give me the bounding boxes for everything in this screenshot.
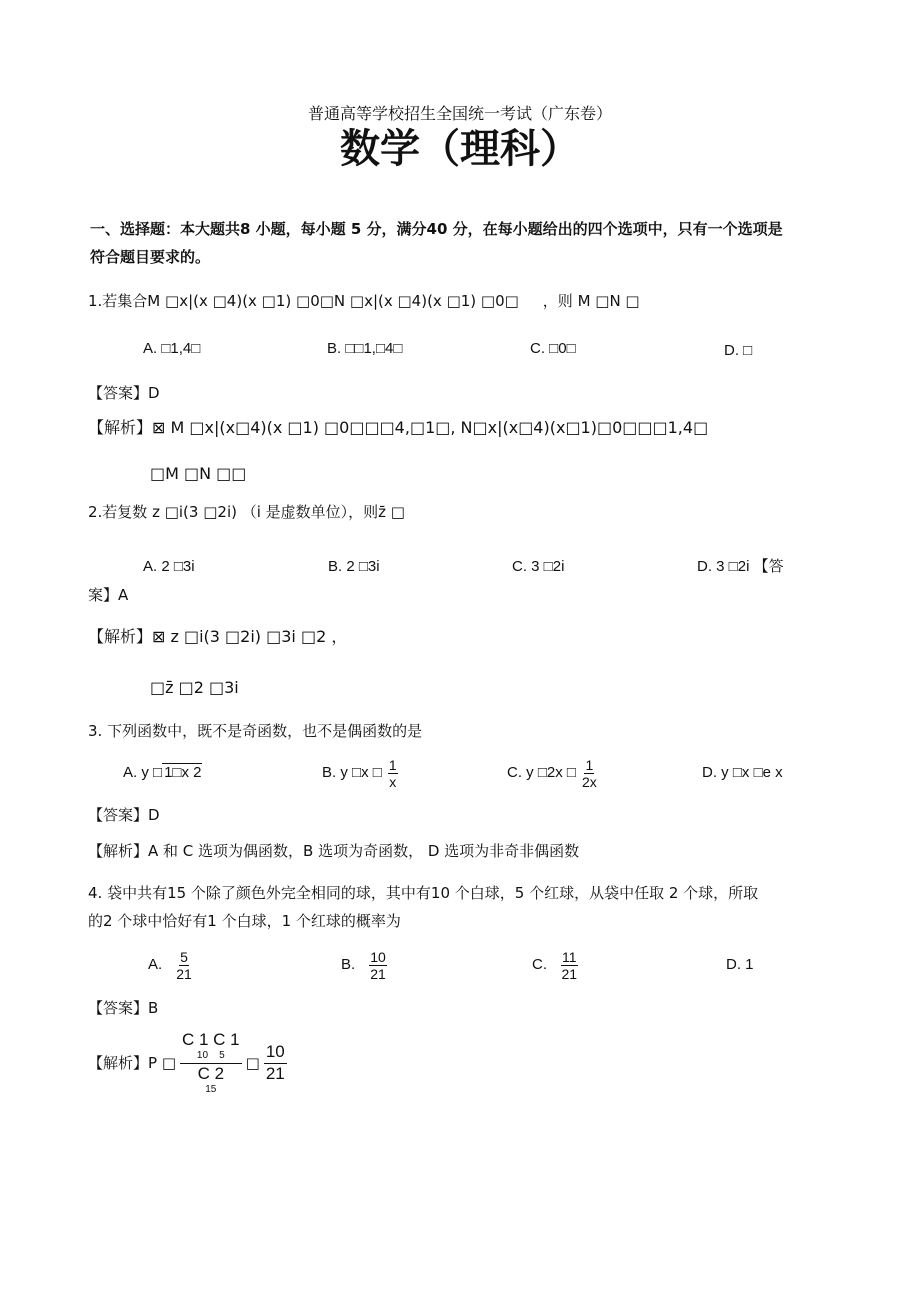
q4-option-b <box>341 947 387 983</box>
question-4-stem: 4. 袋中共有15 个除了颜色外完全相同的球，其中有10 个白球，5 个红球，从袋中任取 2 个球，所取 <box>88 884 759 902</box>
fraction-denominator: 21 <box>176 965 192 982</box>
option-expr: y □2x □ <box>526 764 576 781</box>
q2-option-c: C. 3 □2i <box>512 558 565 575</box>
option-label: B. <box>322 764 337 781</box>
section-instructions: 一、选择题：本大题共8 小题，每小题 5 分，满分40 分，在每小题给出的四个选项中，只有一个选项是 <box>90 220 783 238</box>
q3-option-b <box>322 755 398 791</box>
option-expr: y □x □e x <box>721 764 783 781</box>
exam-title: 数学（理科） <box>340 125 580 172</box>
result-numerator: 10 <box>264 1042 287 1064</box>
result-fraction <box>264 1042 287 1084</box>
option-label: C. <box>532 956 547 973</box>
option-label: B. <box>341 956 356 973</box>
q3-option-a <box>123 763 202 783</box>
q1-option-c: C. □0□ <box>530 340 576 357</box>
q1-answer: 【答案】D <box>88 384 160 402</box>
exam-subtitle: 普通高等学校招生全国统一考试（广东卷） <box>307 104 612 123</box>
q2-analysis: 【解析】⊠ z □i(3 □2i) □3i □2 ， <box>88 627 348 646</box>
combination-subscripts: 10 5 <box>196 1050 225 1061</box>
q4-answer: 【答案】B <box>88 999 159 1017</box>
q4-analysis <box>88 1030 291 1096</box>
option-label: D. <box>726 956 741 973</box>
q2-analysis-result: □z̄ □2 □3i <box>150 678 239 697</box>
fraction-denominator: x <box>389 773 397 790</box>
q4-option-a <box>148 947 192 983</box>
question-1-stem: 1.若集合M □x|(x □4)(x □1) □0□N □x|(x □4)(x □1) □0□ <box>88 292 519 310</box>
fraction-denominator: 2x <box>581 773 597 790</box>
fraction-numerator: 1 <box>585 756 594 773</box>
question-3-stem: 3. 下列函数中，既不是奇函数，也不是偶函数的是 <box>88 722 423 740</box>
combination-numerator: C 1 C 1 <box>182 1030 240 1049</box>
question-1-stem-tail: ，则 M □N □ <box>542 292 640 310</box>
q2-option-b: B. 2 □3i <box>328 558 380 575</box>
fraction-numerator: 11 <box>562 948 577 965</box>
q1-option-a: A. □1,4□ <box>143 340 201 357</box>
question-1-line <box>88 291 640 311</box>
option-label: A. <box>148 956 163 973</box>
q2-answer: 案】A <box>88 586 129 604</box>
option-expr: y □x □ <box>340 764 382 781</box>
option-label: A. <box>123 764 138 781</box>
fraction-numerator: 1 <box>388 756 397 773</box>
option-label: C. <box>507 764 522 781</box>
q2-option-a: A. 2 □3i <box>143 558 195 575</box>
fraction-denominator: 21 <box>561 965 578 982</box>
q1-analysis: 【解析】⊠ M □x|(x□4)(x □1) □0□□□4,□1□, N□x|(x□4)(x□1)□0□□□1,4□ <box>88 418 709 437</box>
combination-denominator: C 2 <box>197 1064 225 1083</box>
option-label: D. <box>702 764 717 781</box>
q3-option-c <box>507 755 597 791</box>
q2-option-d: D. 3 □2i 【答 <box>697 558 784 575</box>
q4-option-d <box>726 955 754 975</box>
option-expr: y □ <box>141 764 163 781</box>
q4-option-c <box>532 947 578 983</box>
combination-fraction <box>180 1030 242 1096</box>
option-value: 1 <box>745 956 754 973</box>
q1-option-b: B. □□1,□4□ <box>327 340 403 357</box>
question-4-stem-cont: 的2 个球中恰好有1 个白球，1 个红球的概率为 <box>88 912 401 930</box>
q3-answer: 【答案】D <box>88 806 160 824</box>
section-instructions-cont: 符合题目要求的。 <box>90 248 211 266</box>
q1-option-d: D. □ <box>724 342 753 359</box>
fraction-numerator: 5 <box>180 948 188 965</box>
analysis-label: 【解析】P □ <box>88 1054 176 1072</box>
equals-sign: □ <box>245 1054 260 1072</box>
q1-analysis-result: □M □N □□ <box>150 464 247 483</box>
q3-option-d <box>702 763 783 783</box>
fraction-numerator: 10 <box>370 948 386 965</box>
sqrt-radicand: 1□x 2 <box>164 764 202 781</box>
q3-analysis: 【解析】A 和 C 选项为偶函数，B 选项为奇函数， D 选项为非奇非偶函数 <box>88 842 580 860</box>
combination-numerator-block <box>180 1030 242 1064</box>
question-2-stem: 2.若复数 z □i(3 □2i) （i 是虚数单位），则z̄ □ <box>88 503 405 521</box>
combination-denominator-subscript: 15 <box>205 1084 217 1095</box>
result-denominator: 21 <box>265 1064 285 1083</box>
fraction-denominator: 21 <box>370 965 386 982</box>
